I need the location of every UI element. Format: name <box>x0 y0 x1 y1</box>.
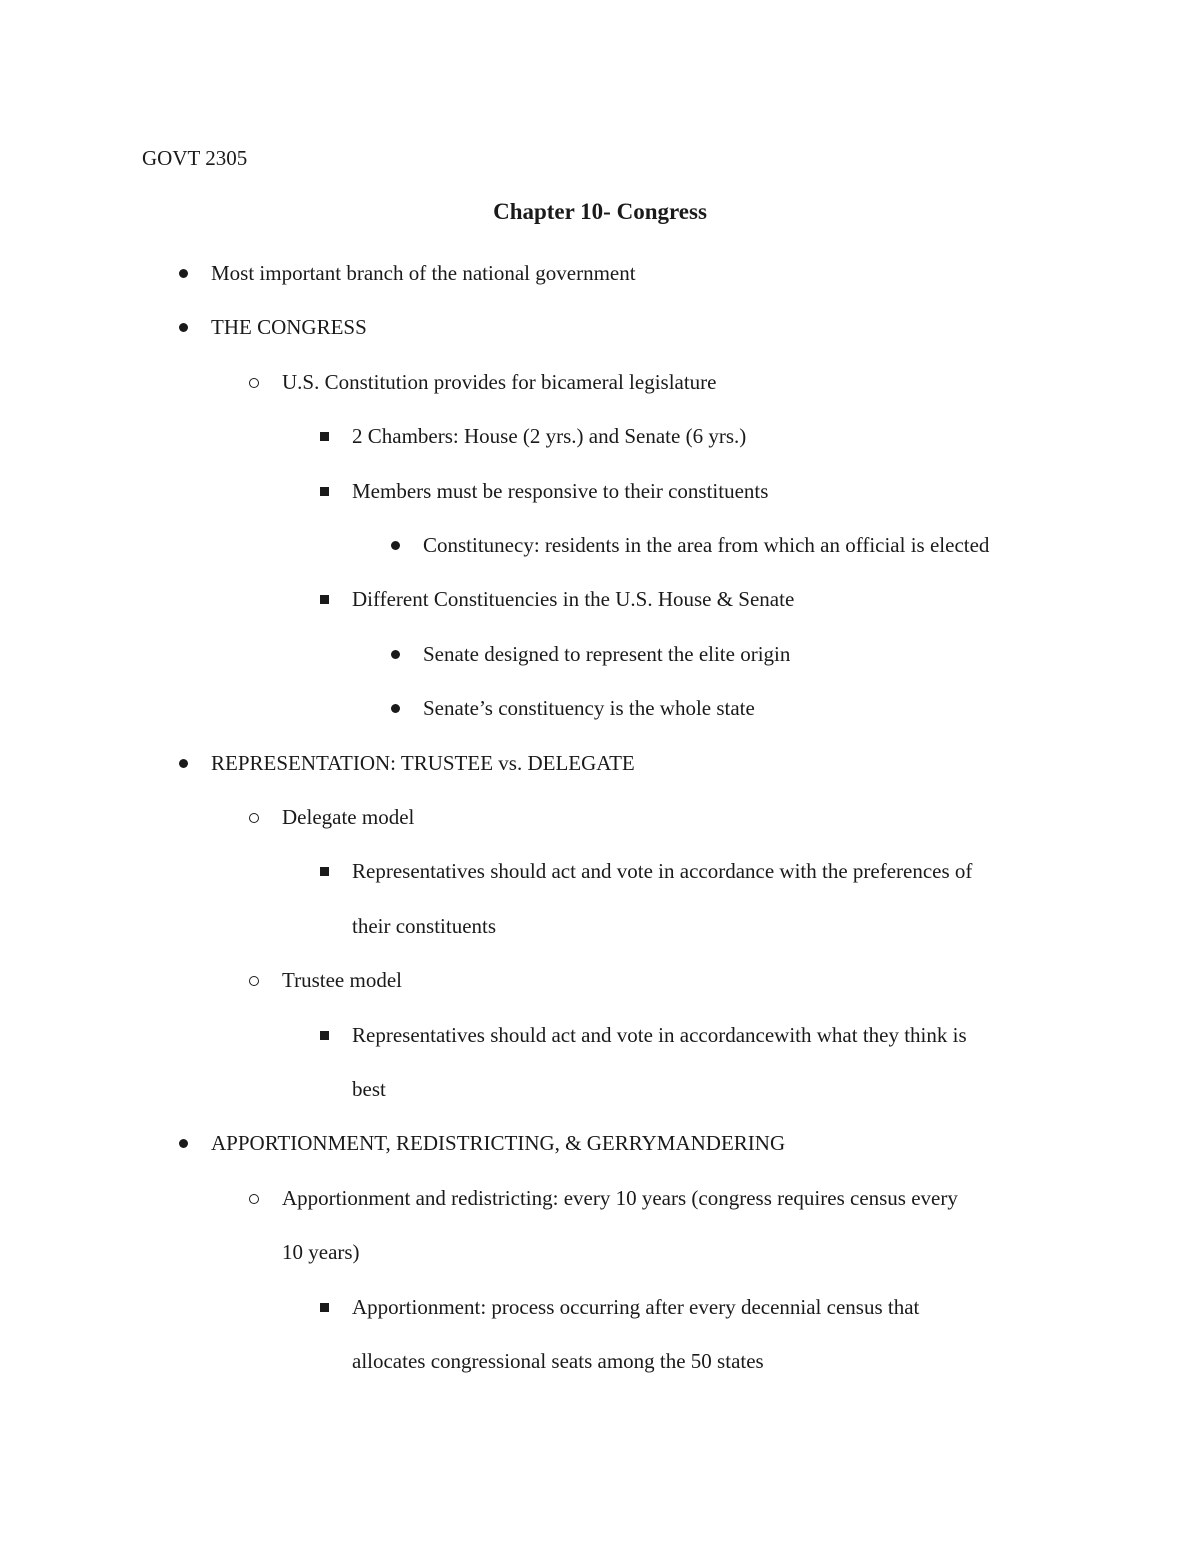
outline-text: 10 years) <box>282 1240 360 1264</box>
outline-text: Members must be responsive to their constituents <box>352 479 769 503</box>
outline-text: Representatives should act and vote in accordancewith what they think is <box>352 1023 967 1047</box>
outline-text: Delegate model <box>282 805 415 829</box>
outline-text: Constitunecy: residents in the area from which an official is elected <box>423 533 990 557</box>
bullet-disc-icon <box>179 1139 188 1148</box>
bullet-disc-icon <box>391 704 400 713</box>
outline-text: Senate’s constituency is the whole state <box>423 696 755 720</box>
bullet-disc-icon <box>391 650 400 659</box>
bullet-disc-icon <box>179 759 188 768</box>
outline-text: APPORTIONMENT, REDISTRICTING, & GERRYMANDERING <box>211 1131 786 1155</box>
bullet-disc-icon <box>179 323 188 332</box>
outline-text: 2 Chambers: House (2 yrs.) and Senate (6 yrs.) <box>352 424 747 448</box>
bullet-square-icon <box>320 487 329 496</box>
outline-text: THE CONGRESS <box>211 315 367 339</box>
outline-text: Apportionment: process occurring after every decennial census that <box>352 1295 920 1319</box>
bullet-circle-icon <box>249 378 259 388</box>
bullet-square-icon <box>320 432 329 441</box>
bullet-square-icon <box>320 595 329 604</box>
bullet-disc-icon <box>391 541 400 550</box>
outline-text: Most important branch of the national government <box>211 261 636 285</box>
bullet-disc-icon <box>179 269 188 278</box>
course-code: GOVT 2305 <box>142 146 248 170</box>
outline-text: REPRESENTATION: TRUSTEE vs. DELEGATE <box>211 751 635 775</box>
outline-text: Representatives should act and vote in accordance with the preferences of <box>352 859 973 883</box>
outline-text: U.S. Constitution provides for bicameral legislature <box>282 370 717 394</box>
bullet-square-icon <box>320 1031 329 1040</box>
outline-text: Senate designed to represent the elite origin <box>423 642 791 666</box>
bullet-circle-icon <box>249 976 259 986</box>
bullet-circle-icon <box>249 1194 259 1204</box>
bullet-square-icon <box>320 867 329 876</box>
outline-text: their constituents <box>352 914 497 938</box>
outline-text: Apportionment and redistricting: every 10 years (congress requires census every <box>282 1186 958 1210</box>
outline-text: Trustee model <box>282 968 402 992</box>
chapter-title: Chapter 10- Congress <box>493 199 707 224</box>
outline-text: best <box>352 1077 386 1101</box>
outline-text: Different Constituencies in the U.S. House & Senate <box>352 587 795 611</box>
outline-text: allocates congressional seats among the 50 states <box>352 1349 764 1373</box>
bullet-circle-icon <box>249 813 259 823</box>
bullet-square-icon <box>320 1303 329 1312</box>
